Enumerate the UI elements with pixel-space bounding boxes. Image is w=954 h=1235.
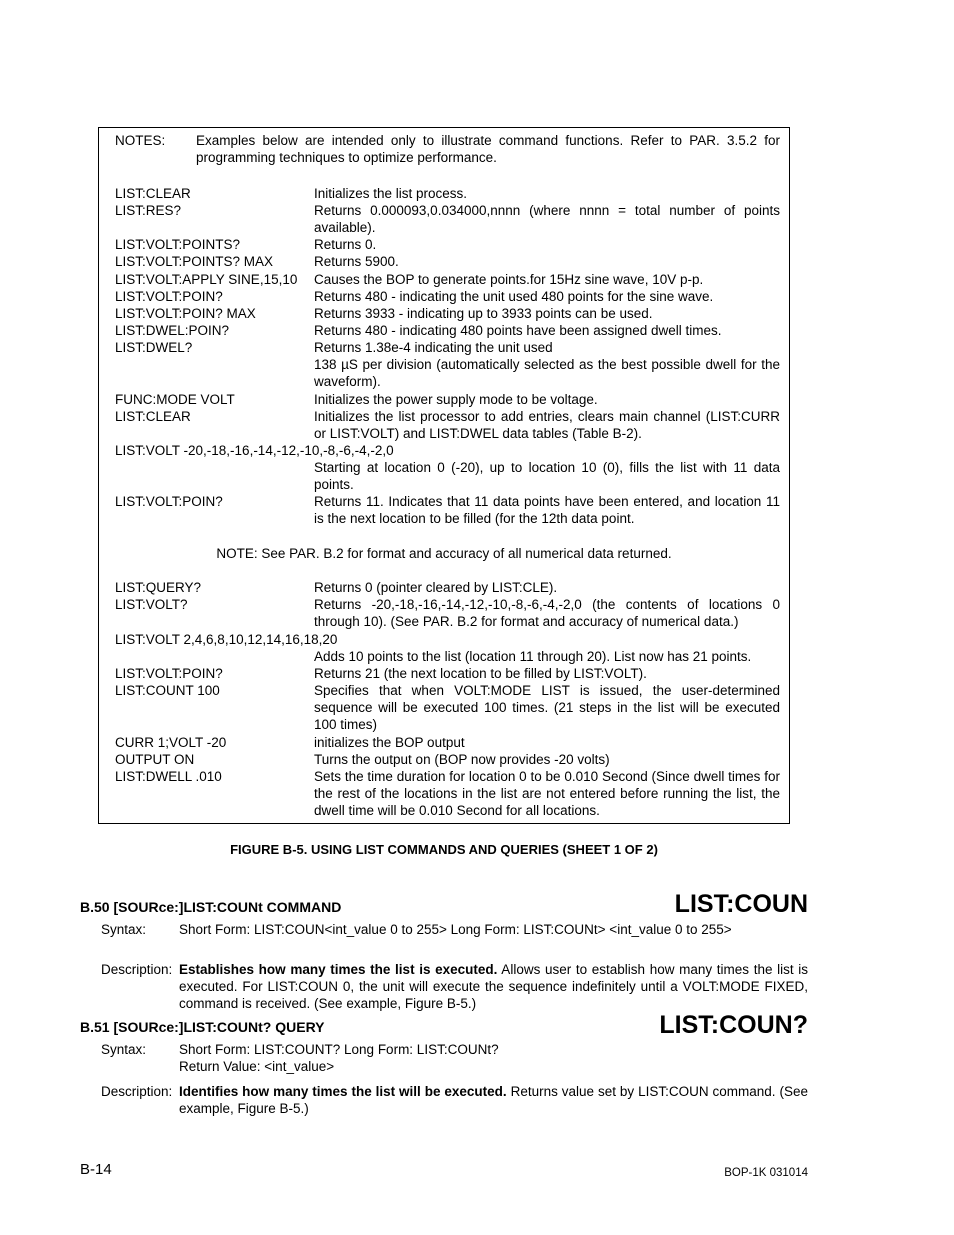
desc-row: Initializes the power supply mode to be voltage. bbox=[314, 392, 598, 407]
command-mnemonic: LIST:COUN? bbox=[659, 1011, 808, 1039]
cmd-row: LIST:CLEAR bbox=[115, 409, 191, 424]
section-heading: B.51 [SOURce:]LIST:COUNt? QUERY bbox=[80, 1019, 325, 1035]
desc-row: Adds 10 points to the list (location 11 through 20). List now has 21 points. bbox=[314, 649, 752, 664]
cmd-row: OUTPUT ON bbox=[115, 752, 195, 767]
description-bold: Establishes how many times the list is executed. bbox=[179, 962, 498, 977]
description-bold: Identifies how many times the list will be executed. bbox=[179, 1084, 507, 1099]
desc-row: Initializes the list process. bbox=[314, 186, 468, 201]
desc-row: Returns 1.38e-4 indicating the unit used bbox=[314, 340, 553, 355]
desc-row: Returns 5900. bbox=[314, 254, 399, 269]
desc-row: Returns 11. Indicates that 11 data points have been entered, and location 11 is the next location to be filled (for the 12th data point. bbox=[314, 494, 780, 526]
desc-row: Returns 3933 - indicating up to 3933 points can be used. bbox=[314, 306, 653, 321]
description-body: Returns value set by LIST:COUN command. (See example, Figure B-5.) bbox=[179, 1084, 808, 1116]
cmd-row: LIST:COUNT 100 bbox=[115, 683, 220, 698]
figure-caption: FIGURE B-5. USING LIST COMMANDS AND QUERIES (SHEET 1 OF 2) bbox=[230, 842, 658, 857]
description-label: Description: bbox=[101, 1084, 173, 1099]
desc-row: Starting at location 0 (-20), up to location 10 (0), fills the list with 11 data points. bbox=[314, 460, 780, 492]
desc-row: Returns 480 - indicating 480 points have been assigned dwell times. bbox=[314, 323, 722, 338]
cmd-row: LIST:DWEL? bbox=[115, 340, 193, 355]
cmd-row: LIST:VOLT:APPLY SINE,15,10 bbox=[115, 272, 298, 287]
cmd-row: LIST:VOLT:POINTS? bbox=[115, 237, 241, 252]
cmd-row: FUNC:MODE VOLT bbox=[115, 392, 235, 407]
document-id: BOP-1K 031014 bbox=[724, 1167, 808, 1179]
desc-row: Returns 480 - indicating the unit used 480 points for the sine wave. bbox=[314, 289, 714, 304]
cmd-row: LIST:VOLT:POIN? bbox=[115, 289, 223, 304]
desc-row: Specifies that when VOLT:MODE LIST is issued, the user-determined sequence will be executed 100 times. (21 steps in the list will be executed 100 times) bbox=[314, 683, 780, 732]
section-heading: B.50 [SOURce:]LIST:COUNt COMMAND bbox=[80, 899, 342, 915]
syntax-text: Short Form: LIST:COUNT? Long Form: LIST:COUNt? bbox=[179, 1042, 499, 1057]
cmd-row: LIST:VOLT:POIN? MAX bbox=[115, 306, 256, 321]
desc-row: Turns the output on (BOP now provides -20 volts) bbox=[314, 752, 610, 767]
desc-row: Causes the BOP to generate points.for 15Hz sine wave, 10V p-p. bbox=[314, 272, 704, 287]
page-number: B-14 bbox=[80, 1161, 112, 1178]
desc-row: Returns 0.000093,0.034000,nnnn (where nnnn = total number of points available). bbox=[314, 203, 780, 235]
return-value-text: Return Value: <int_value> bbox=[179, 1059, 335, 1074]
description-text bbox=[179, 961, 808, 1012]
cmd-row: LIST:RES? bbox=[115, 203, 182, 218]
cmd-row: LIST:DWELL .010 bbox=[115, 769, 222, 784]
desc-row: Returns 0. bbox=[314, 237, 377, 252]
syntax-text: Short Form: LIST:COUN<int_value 0 to 255> Long Form: LIST:COUNt> <int_value 0 to 255> bbox=[179, 922, 732, 937]
cmd-row: LIST:VOLT -20,-18,-16,-14,-12,-10,-8,-6,-4,-2,0 bbox=[115, 443, 394, 458]
cmd-row: LIST:QUERY? bbox=[115, 580, 202, 595]
description-body: Allows user to establish how many times the list is executed. For LIST:COUN 0, the unit will execute the sequence indefinitely until a VOLT:MODE FIXED, command is received. (See example, Figure B-5.) bbox=[179, 962, 809, 1011]
cmd-row: LIST:VOLT:POIN? bbox=[115, 666, 223, 681]
desc-row: Sets the time duration for location 0 to be 0.010 Second (Since dwell times for the rest of the locations in the list are not entered before running the list, the dwell time will be 0.010 Second for all locations. bbox=[314, 769, 780, 818]
cmd-row: LIST:VOLT? bbox=[115, 597, 188, 612]
cmd-row: LIST:VOLT 2,4,6,8,10,12,14,16,18,20 bbox=[115, 632, 338, 647]
syntax-label: Syntax: bbox=[101, 1042, 147, 1057]
desc-row: initializes the BOP output bbox=[314, 735, 465, 750]
cmd-row: LIST:CLEAR bbox=[115, 186, 191, 201]
desc-row: Returns -20,-18,-16,-14,-12,-10,-8,-6,-4,-2,0 (the contents of locations 0 through 10). (See PAR. B.2 for format and accuracy of numerical data.) bbox=[314, 597, 780, 629]
figure-note: NOTE: See PAR. B.2 for format and accuracy of all numerical data returned. bbox=[216, 546, 672, 561]
cmd-row: LIST:DWEL:POIN? bbox=[115, 323, 230, 338]
description-label: Description: bbox=[101, 962, 173, 977]
desc-row: 138 µS per division (automatically selected as the best possible dwell for the waveform). bbox=[314, 357, 780, 389]
notes-text: Examples below are intended only to illustrate command functions. Refer to PAR. 3.5.2 for programming techniques to optimize performance. bbox=[196, 133, 780, 165]
notes-label: NOTES: bbox=[115, 133, 166, 148]
desc-row: Returns 21 (the next location to be filled by LIST:VOLT). bbox=[314, 666, 647, 681]
desc-row: Returns 0 (pointer cleared by LIST:CLE). bbox=[314, 580, 558, 595]
cmd-row: LIST:VOLT:POIN? bbox=[115, 494, 223, 509]
syntax-label: Syntax: bbox=[101, 922, 147, 937]
command-mnemonic: LIST:COUN bbox=[674, 890, 808, 918]
description-text bbox=[179, 1083, 808, 1117]
cmd-row: LIST:VOLT:POINTS? MAX bbox=[115, 254, 274, 269]
cmd-row: CURR 1;VOLT -20 bbox=[115, 735, 227, 750]
desc-row: Initializes the list processor to add entries, clears main channel (LIST:CURR or LIST:VOLT) and LIST:DWEL data tables (Table B-2). bbox=[314, 409, 780, 441]
